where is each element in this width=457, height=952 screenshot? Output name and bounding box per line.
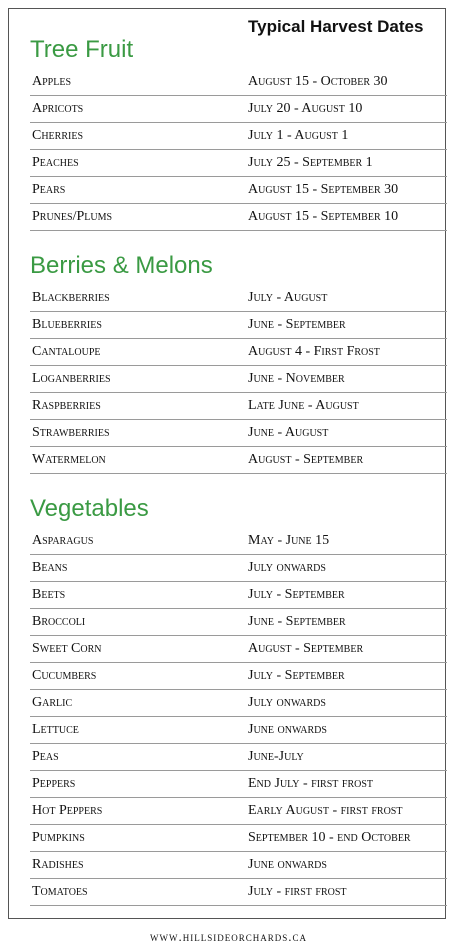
- item-name: Peaches: [32, 155, 79, 170]
- list-item: [30, 393, 447, 420]
- list-item: [30, 825, 447, 852]
- list-item: [30, 285, 447, 312]
- list-item: [30, 798, 447, 825]
- item-name: Pumpkins: [32, 830, 85, 845]
- item-dates: June - November: [248, 371, 345, 386]
- item-name: Beans: [32, 560, 68, 575]
- item-dates: July 1 - August 1: [248, 128, 349, 143]
- list-item: [30, 177, 447, 204]
- section-title-tree-fruit: Tree Fruit: [30, 36, 134, 63]
- item-dates: September 10 - end October: [248, 830, 411, 845]
- item-name: Watermelon: [32, 452, 106, 467]
- list-item: [30, 609, 447, 636]
- item-name: Apricots: [32, 101, 84, 116]
- list-item: [30, 96, 447, 123]
- item-name: Tomatoes: [32, 884, 88, 899]
- item-name: Garlic: [32, 695, 73, 710]
- item-name: Blueberries: [32, 317, 102, 332]
- list-item: [30, 879, 447, 906]
- list-item: [30, 582, 447, 609]
- item-name: Apples: [32, 74, 72, 89]
- item-name: Raspberries: [32, 398, 101, 413]
- item-dates: June onwards: [248, 722, 327, 737]
- item-name: Prunes/Plums: [32, 209, 113, 224]
- item-name: Pears: [32, 182, 66, 197]
- list-item: [30, 852, 447, 879]
- item-dates: Late June - August: [248, 398, 359, 413]
- list-item: [30, 690, 447, 717]
- item-name: Blackberries: [32, 290, 110, 305]
- section-title-vegetables: Vegetables: [30, 495, 149, 522]
- list-item: [30, 312, 447, 339]
- list-item: [30, 204, 447, 231]
- item-name: Cherries: [32, 128, 84, 143]
- item-dates: June onwards: [248, 857, 327, 872]
- item-dates: May - June 15: [248, 533, 330, 548]
- item-dates: July onwards: [248, 560, 326, 575]
- list-item: [30, 663, 447, 690]
- item-name: Strawberries: [32, 425, 110, 440]
- item-dates: July 20 - August 10: [248, 101, 363, 116]
- section-title-berries-melons: Berries & Melons: [30, 252, 213, 279]
- item-dates: August 15 - October 30: [248, 74, 388, 89]
- item-dates: August - September: [248, 641, 364, 656]
- item-name: Loganberries: [32, 371, 111, 386]
- item-name: Cucumbers: [32, 668, 97, 683]
- item-dates: August 15 - September 10: [248, 209, 399, 224]
- item-dates: July - August: [248, 290, 328, 305]
- item-dates: June - September: [248, 317, 346, 332]
- list-item: [30, 150, 447, 177]
- item-dates: August 4 - First Frost: [248, 344, 380, 359]
- list-item: [30, 717, 447, 744]
- item-dates: End July - first frost: [248, 776, 374, 791]
- item-dates: June - September: [248, 614, 346, 629]
- item-dates: June - August: [248, 425, 329, 440]
- item-dates: July - September: [248, 587, 345, 602]
- list-item: [30, 339, 447, 366]
- list-item: [30, 528, 447, 555]
- list-item: [30, 123, 447, 150]
- item-name: Cantaloupe: [32, 344, 101, 359]
- item-name: Sweet Corn: [32, 641, 102, 656]
- item-name: Hot Peppers: [32, 803, 103, 818]
- item-dates: July - September: [248, 668, 345, 683]
- list-item: [30, 366, 447, 393]
- item-dates: June-July: [248, 749, 304, 764]
- item-name: Beets: [32, 587, 66, 602]
- item-name: Lettuce: [32, 722, 79, 737]
- list-item: [30, 420, 447, 447]
- item-dates: Early August - first frost: [248, 803, 403, 818]
- list-item: [30, 636, 447, 663]
- page-title: Typical Harvest Dates: [248, 17, 424, 36]
- list-item: [30, 69, 447, 96]
- item-dates: July - first frost: [248, 884, 347, 899]
- website-url: www.hillsideorchards.ca: [150, 929, 307, 944]
- list-item: [30, 555, 447, 582]
- list-item: [30, 744, 447, 771]
- item-name: Peas: [32, 749, 59, 764]
- item-name: Asparagus: [32, 533, 94, 548]
- item-dates: August 15 - September 30: [248, 182, 399, 197]
- list-item: [30, 447, 447, 474]
- item-dates: July onwards: [248, 695, 326, 710]
- item-dates: July 25 - September 1: [248, 155, 373, 170]
- item-dates: August - September: [248, 452, 364, 467]
- item-name: Radishes: [32, 857, 84, 872]
- item-name: Broccoli: [32, 614, 86, 629]
- item-name: Peppers: [32, 776, 76, 791]
- list-item: [30, 771, 447, 798]
